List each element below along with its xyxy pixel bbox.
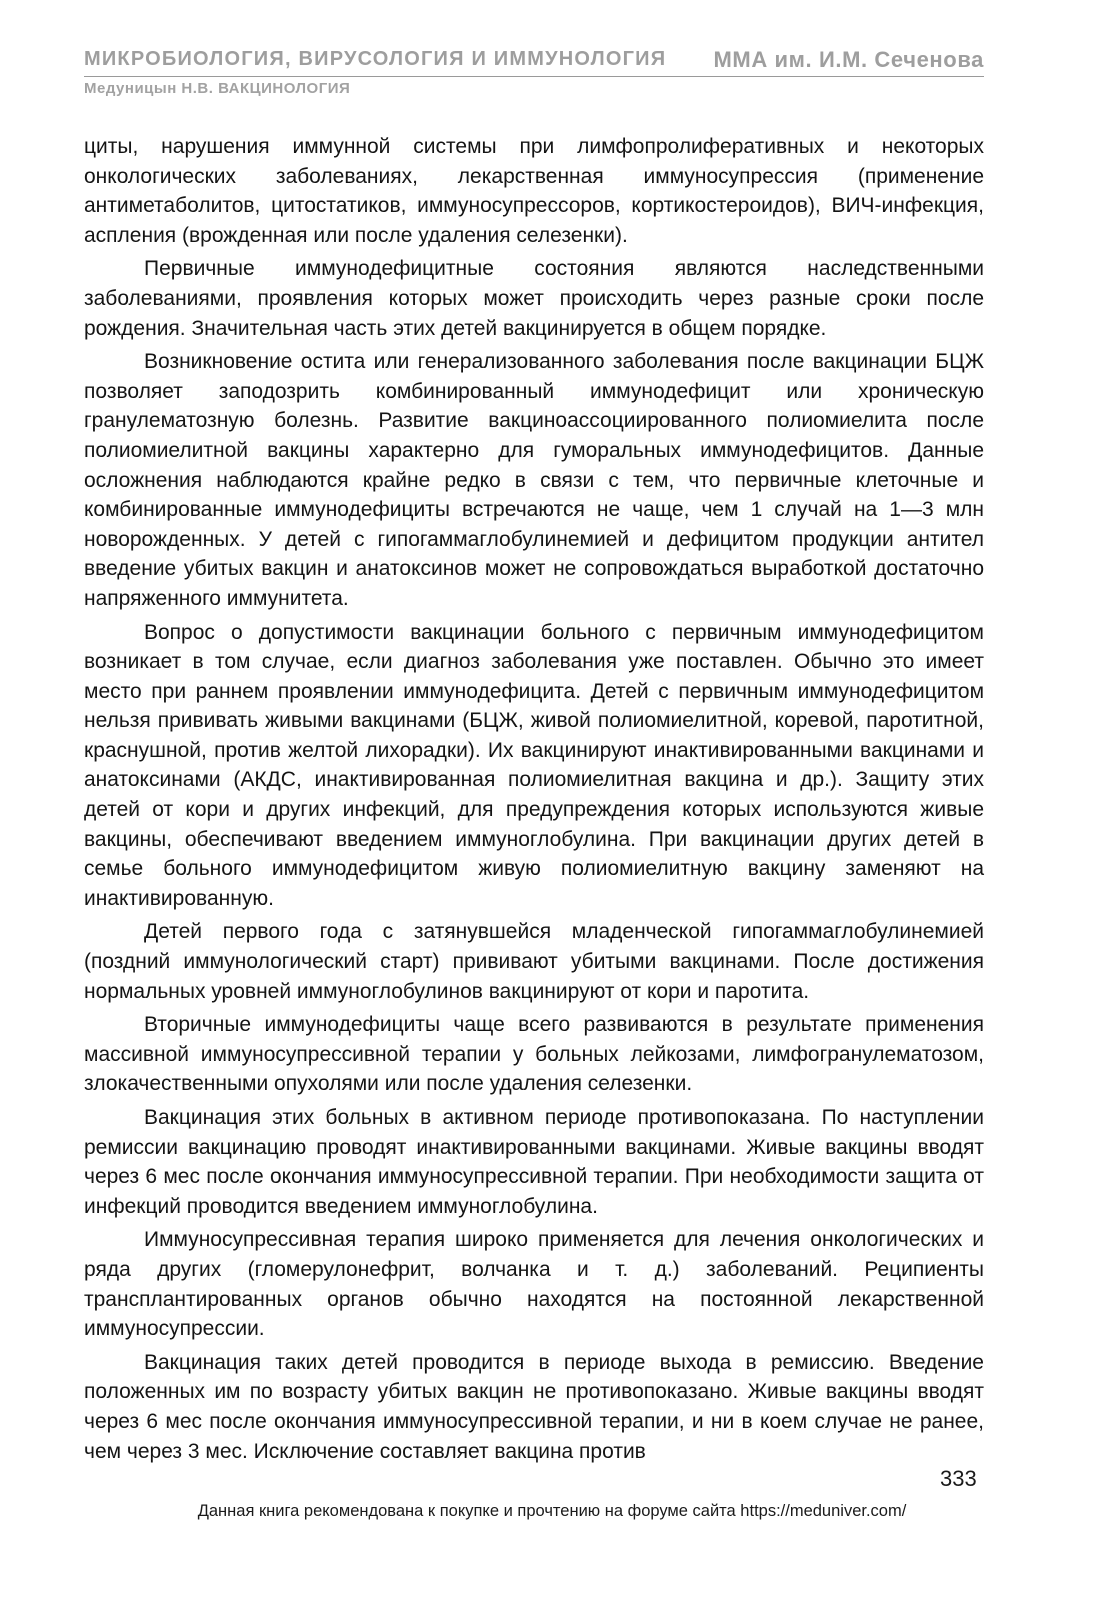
paragraph: Вакцинация этих больных в активном периоде противопоказана. По наступлении ремиссии вакцинацию проводят инактивированными вакцинами. Живые вакцины вводят через 6 мес после окончания иммуносупрессивной терапии. При необходимости защита от инфекций проводится введением иммуноглобулина. <box>84 1106 984 1218</box>
running-head-subtitle: Медуницын Н.В. ВАКЦИНОЛОГИЯ <box>84 80 351 97</box>
running-head-institution: ММА им. И.М. Сеченова <box>713 47 984 72</box>
body-text <box>84 132 984 1470</box>
paragraph: циты, нарушения иммунной системы при лимфопролиферативных и некоторых онкологических заболеваниях, лекарственная иммуносупрессия (применение антиметаболитов, цитостатиков, иммуносупрессоров, кортикостероидов), ВИЧ-инфекция, аспления (врожденная или после удаления селезенки). <box>84 135 984 247</box>
footer-note: Данная книга рекомендована к покупке и прочтению на форуме сайта https://meduniver.com/ <box>197 1502 907 1520</box>
paragraph: Вакцинация таких детей проводится в периоде выхода в ремиссию. Введение положенных им по возрасту убитых вакцин не противопоказано. Живые вакцины вводят через 6 мес после окончания иммуносупрессивной терапии, и ни в коем случае не ранее, чем через 3 мес. Исключение составляет вакцина против <box>84 1350 984 1463</box>
paragraph: Иммуносупрессивная терапия широко применяется для лечения онкологических и ряда других (гломерулонефрит, волчанка и т. д.) заболеваний. Реципиенты трансплантированных органов обычно находятся на постоянной лекарственной иммуносупрессии. <box>84 1228 984 1341</box>
paragraph: Возникновение остита или генерализованного заболевания после вакцинации БЦЖ позволяет заподозрить комбинированный иммунодефицит или хроническую гранулематозную болезнь. Развитие вакциноассоциированного полиомиелита после полиомиелитной вакцины характерно для гуморальных иммунодефицитов. Данные осложнения наблюдаются крайне редко в связи с тем, что первичные клеточные и комбинированные иммунодефициты встречаются не чаще, чем 1 случай на 1—3 млн новорожденных. У детей с гипогаммаглобулинемией и дефицитом продукции антител введение убитых вакцин и анатоксинов может не сопровождаться выработкой достаточно напряженного иммунитета. <box>84 350 984 610</box>
running-head <box>84 46 984 77</box>
paragraph: Вторичные иммунодефициты чаще всего развиваются в результате применения массивной иммуносупрессивной терапии у больных лейкозами, лимфогранулематозом, злокачественными опухолями или после удаления селезенки. <box>84 1013 984 1096</box>
paragraph: Первичные иммунодефицитные состояния являются наследственными заболеваниями, проявления которых может происходить через разные сроки после рождения. Значительная часть этих детей вакцинируется в общем порядке. <box>84 257 984 340</box>
page-number: 333 <box>940 1466 977 1491</box>
paragraph: Вопрос о допустимости вакцинации больного с первичным иммунодефицитом возникает в том случае, если диагноз заболевания уже поставлен. Обычно это имеет место при раннем проявлении иммунодефицита. Детей с первичным иммунодефицитом нельзя прививать живыми вакцинами (БЦЖ, живой полиомиелитной, коревой, паротитной, краснушной, против желтой лихорадки). Их вакцинируют инактивированными вакцинами и анатоксинами (АКДС, инактивированная полиомиелитная вакцина и др.). Защиту этих детей от кори и других инфекций, для предупреждения которых используются живые вакцины, обеспечивают введением иммуноглобулина. При вакцинации других детей в семье больного иммунодефицитом живую полиомиелитную вакцину заменяют на инактивированную. <box>84 620 984 910</box>
paragraph: Детей первого года с затянувшейся младенческой гипогаммаглобулинемией (поздний иммунологический старт) прививают убитыми вакцинами. После достижения нормальных уровней иммуноглобулинов вакцинируют от кори и паротита. <box>84 920 984 1003</box>
running-head-title: МИКРОБИОЛОГИЯ, ВИРУСОЛОГИЯ И ИММУНОЛОГИЯ <box>84 48 667 70</box>
